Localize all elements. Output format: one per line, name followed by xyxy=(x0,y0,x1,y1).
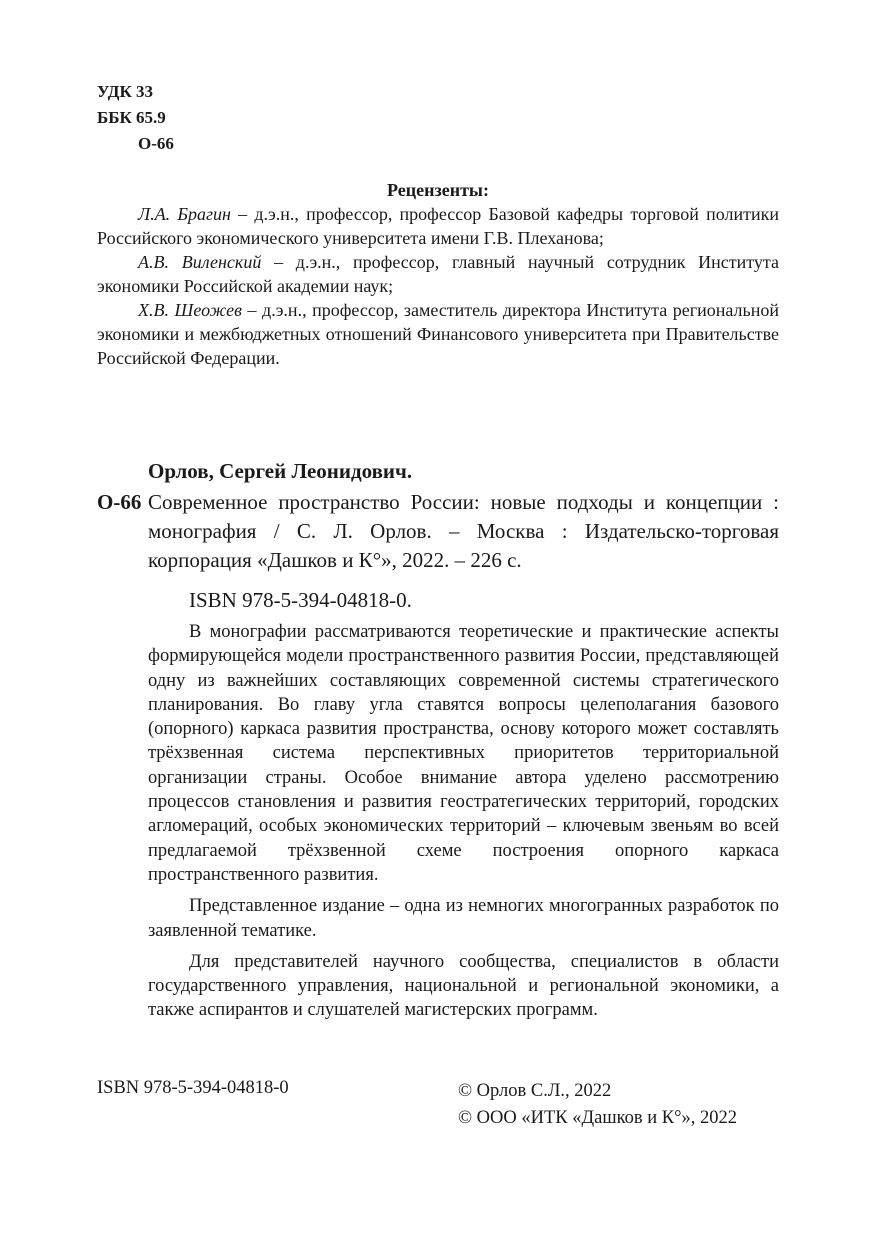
annotation xyxy=(148,620,779,1030)
author-mark: О-66 xyxy=(138,134,174,153)
copyright-publisher: © ООО «ИТК «Дашков и К°», 2022 xyxy=(458,1108,738,1128)
annotation-paragraph: Для представителей научного сообщества, специалистов в области государственного управления, национальной и региональной экономики, а также аспирантов и слушателей магистерских программ. xyxy=(148,951,779,1021)
bbk-code: ББК 65.9 xyxy=(97,108,166,127)
record-code: О-66 xyxy=(97,490,142,514)
udk-code: УДК 33 xyxy=(97,82,154,101)
reviewer-2-desc: – д.э.н., профессор, главный научный сотрудник Института экономики Российской академии наук; xyxy=(97,252,779,296)
reviewer-2 xyxy=(97,250,779,298)
record-isbn: ISBN 978-5-394-04818-0. xyxy=(189,588,412,612)
copyright-author: © Орлов С.Л., 2022 xyxy=(458,1081,612,1101)
reviewers-block xyxy=(97,178,779,370)
author-heading: Орлов, Сергей Леонидович. xyxy=(148,459,413,483)
footer-isbn: ISBN 978-5-394-04818-0 xyxy=(97,1078,289,1098)
reviewer-3 xyxy=(97,298,779,370)
reviewer-1-desc: – д.э.н., профессор, профессор Базовой кафедры торговой политики Российского экономического университета имени Г.В. Плеханова; xyxy=(97,204,779,248)
reviewers-heading: Рецензенты: xyxy=(387,180,489,200)
bibliographic-citation: Современное пространство России: новые подходы и концепции : монография / С. Л. Орлов. – Москва : Издательско-торговая корпорация «Дашков и К°», 2022. – 226 с. xyxy=(148,490,779,572)
reviewer-2-name: А.В. Виленский xyxy=(138,252,262,272)
reviewer-3-name: Х.В. Шеожев xyxy=(138,300,242,320)
annotation-paragraph: Представленное издание – одна из немногих многогранных разработок по заявленной тематике. xyxy=(148,896,779,941)
reviewer-1 xyxy=(97,202,779,250)
copyright-block xyxy=(458,1078,737,1132)
reviewer-3-desc: – д.э.н., профессор, заместитель директора Института региональной экономики и межбюджетных отношений Финансового университета при Правительстве Российской Федерации. xyxy=(97,300,779,368)
reviewer-1-name: Л.А. Брагин xyxy=(138,204,231,224)
annotation-paragraph: В монографии рассматриваются теоретические и практические аспекты формирующейся модели пространственного развития России, представляющей одну из важнейших составляющих современной системы стратегического планирования. Во главу угла ставятся вопросы целеполагания базового (опорного) каркаса развития пространства, основу которого может составлять трёхзвенная система перспективных приоритетов территориальной организации страны. Особое внимание автора уделено рассмотрению процессов становления и развития геостратегических территорий, городских агломераций, особых экономических территорий – ключевым звеньям во всей предлагаемой трёхзвенной схеме построения опорного каркаса пространственного развития. xyxy=(148,622,779,885)
